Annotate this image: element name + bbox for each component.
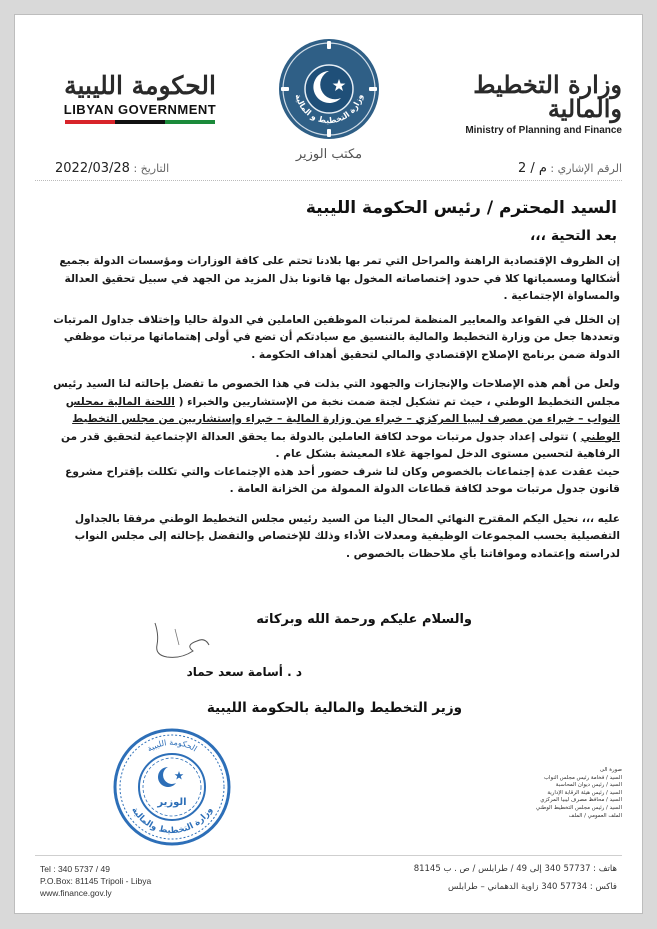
footer-divider — [35, 855, 622, 856]
closing-salutation: والسلام عليكم ورحمة الله وبركاته — [256, 612, 472, 627]
cc-item: السيد / محافظ مصرف ليبيا المركزي — [540, 797, 622, 804]
ministry-header — [432, 70, 622, 136]
reference-number — [518, 161, 622, 176]
paragraph-2: إن الخلل في القواعد والمعايير المنظمة لمرتبات الموظفين العاملين في الدولة حاليا وإختلاف جداول المرتبات وتعددها جعل من وزارة التخطيط والمالية بالتنسيق مع سيادتكم أن تضع في أولى إهتماماتها مرتبات موظفي الدولة ضمن برنامج الإصلاح الإقتصادي والمالي لتحقيق أهداف الحكومة . — [53, 313, 620, 361]
ministry-name-en: Ministry of Planning and Finance — [465, 125, 622, 136]
cc-item: السيد / رئيس هيئة الرقابة الإدارية — [547, 789, 622, 796]
svg-text:الحكومة الليبية — [146, 738, 199, 754]
addressee: السيد المحترم / رئيس الحكومة الليبية — [305, 198, 617, 218]
footer-website: www.finance.gov.ly — [40, 888, 112, 898]
date-label: التاريخ : — [133, 162, 170, 175]
cc-item: الملف العمومي / الملف — [568, 812, 622, 819]
paragraph-4: حيث عقدت عدة إجتماعات بالخصوص وكان لنا شرف حضور أحد هذه الإجتماعات والتي تكللت بإقتراح مشروع قانون جدول مرتبات موحد لكافة قطاعات الدولة الممولة من الخزانة العامة . — [65, 465, 620, 495]
government-header — [50, 73, 230, 124]
flag-stripe — [65, 120, 215, 124]
flag-red-stripe — [65, 120, 115, 124]
paragraph-3: ولعل من أهم هذه الإصلاحات والإنجازات والجهود التي بذلت في هذا الخصوص ما تفضل بإحالته لنا السيد رئيس مجلس التخطيط الوطني ، حيث تم تشكيل لجنة ضمت نخبة من الإستشاريين والخبراء ( اللجنة المالية بمجلس النواب – خبراء من مصرف ليبيا المركزي – خبراء من وزارة المالية – خبراء وإستشاريين من مجلس التخطيط الوطني ) تتولى إعداد جدول مرتبات موحد لكافة العاملين بالدولة بما يحقق العدالة الإجتماعية لتحقيق قدر من الرفاهية لتحسين مستوى الدخل لمواجهة غلاء المعيشة بشكل عام . — [53, 378, 620, 460]
footer-fax-ar: فاكس : 57734 340 زاوية الدهماني – طرابلس — [447, 882, 617, 892]
signature-icon — [145, 615, 235, 665]
footer-phone-ar: هاتف : 57737 340 إلى 49 / طرابلس / ص . ب 81145 — [413, 864, 617, 874]
footer-tel: Tel : 340 5737 / 49 — [40, 864, 110, 874]
flag-green-stripe — [165, 120, 215, 124]
paragraph-3-end: تتولى إعداد جدول مرتبات موحد لكافة العاملين بالدولة بما يحقق العدالة الإجتماعية لتحقيق قدر من الرفاهية لتحسين مستوى الدخل لمواجهة غلاء المعيشة بشكل عام . — [60, 430, 620, 460]
official-stamp — [112, 727, 232, 847]
stamp-bottom-text: وزارة التخطيط والمالية — [129, 805, 215, 837]
government-name-en: LIBYAN GOVERNMENT — [63, 102, 217, 117]
letter-page — [14, 14, 643, 914]
cc-item: السيد / فخامة رئيس مجلس النواب — [543, 774, 622, 781]
reference-label: الرقم الإشاري : — [550, 162, 622, 175]
footer-pobox: P.O.Box: 81145 Tripoli - Libya — [40, 876, 152, 886]
cc-heading: صورة الى — [599, 767, 622, 773]
cc-item: السيد / رئيس ديوان المحاسبة — [555, 782, 622, 789]
government-name-ar: الحكومة الليبية — [64, 71, 216, 100]
signatory-name: د . أسامة سعد حماد — [186, 665, 302, 679]
flag-black-stripe — [115, 120, 165, 124]
ministry-emblem — [275, 35, 383, 143]
letter-body — [35, 253, 620, 563]
stamp-center-text: الوزير — [157, 797, 187, 808]
letter-date — [55, 161, 169, 176]
greeting: بعد التحية ،،، — [529, 228, 617, 244]
footer-contact-ar — [414, 863, 617, 893]
reference-value: م / 2 — [517, 161, 547, 176]
stamp-top-text: الحكومة الليبية — [145, 737, 199, 754]
stamp-icon — [112, 727, 232, 847]
paragraph-3-intro: ولعل من أهم هذه الإصلاحات والإنجازات والجهود التي بذلت في هذا الخصوص ما تفضل بإحالته لنا السيد رئيس مجلس التخطيط الوطني ، حيث تم تشكيل لجنة ضمت نخبة من الإستشاريين والخبراء — [53, 378, 620, 408]
ministry-emblem-icon — [275, 35, 383, 143]
paragraph-5: عليه ،،، نحيل اليكم المقترح النهائي المحال الينا من السيد رئيس مجلس التخطيط الوطني مرفقا بالجداول التفصيلية بحسب المجموعات الوظيفية ومعدلات الأداء وذلك للإختصاص والتفضل بإحالته إلى مجلس النواب لدراسته وإعتماده وموافاتنا بأي ملاحظات بالخصوص . — [74, 512, 620, 560]
signature — [145, 615, 235, 665]
ministry-name-ar: وزارة التخطيط والمالية — [473, 70, 622, 123]
date-value: 2022/03/28 — [55, 161, 130, 176]
footer-contact-en — [40, 863, 151, 899]
header-divider — [35, 180, 622, 181]
paragraph-1: إن الظروف الإقتصادية الراهنة والمراحل التي تمر بها بلادنا تحتم على كافة الوزارات ومؤسسات الدولة بجميع أشكالها ومسمياتها كلا في حدود إختصاصاته المخول بها قانونا بذل المزيد من الجهد في سبيل تحقيق العدالة والمساواة الإجتماعية . — [59, 255, 620, 302]
committee-members: اللجنة المالية بمجلس النواب – خبراء من مصرف ليبيا المركزي – خبراء من وزارة المالية – خبراء وإستشاريين من مجلس التخطيط الوطني — [65, 395, 620, 443]
cc-list — [462, 767, 622, 820]
emblem-text: وزارة التخطيط و المالية — [293, 93, 365, 126]
office-title: مكتب الوزير — [295, 147, 363, 162]
cc-item: السيد / رئيس مجلس التخطيط الوطني — [535, 804, 622, 811]
signatory-title: وزير التخطيط والمالية بالحكومة الليبية — [206, 700, 462, 716]
